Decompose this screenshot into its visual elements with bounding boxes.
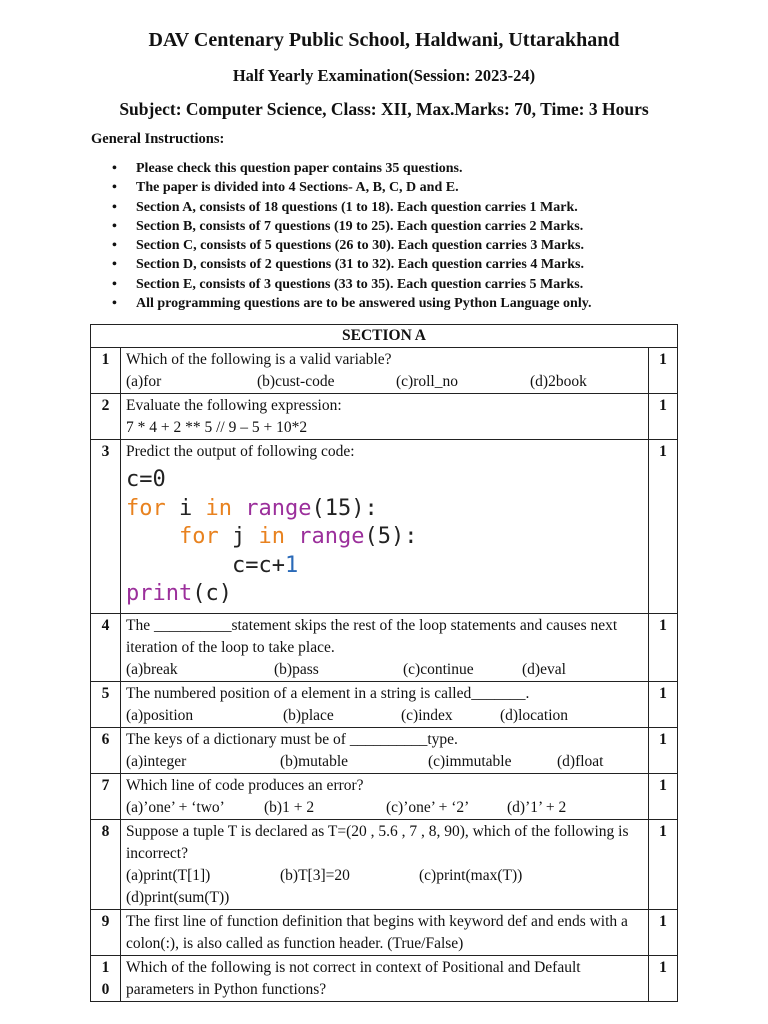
section-title: SECTION A (91, 325, 678, 348)
instructions-list (112, 159, 592, 313)
options-row (126, 705, 643, 727)
options-row (126, 659, 643, 681)
marks: 1 (649, 727, 678, 773)
option-b: (b)mutable (280, 752, 349, 770)
bullet-icon: • (112, 257, 117, 273)
question-number: 8 (91, 819, 121, 909)
question-number: 1 (91, 348, 121, 394)
question-text: The numbered position of a element in a string is called_______. (126, 684, 530, 702)
option-b: (b)cust-code (257, 373, 335, 390)
question-number: 6 (91, 727, 121, 773)
question-text: Which line of code produces an error? (126, 776, 364, 794)
bullet-icon: • (112, 238, 117, 254)
question-text: The __________statement skips the rest of the loop statements and causes next iteration of the loop to take place. (126, 616, 618, 656)
instruction-item: • Section E, consists of 3 questions (33 to 35). Each question carries 5 Marks. (136, 275, 591, 294)
option-c: (c)continue (403, 660, 474, 678)
question-row (91, 440, 678, 614)
code-block (126, 466, 643, 609)
marks: 1 (649, 819, 678, 909)
option-a: (a)’one’ + ‘two’ (126, 798, 225, 816)
question-row (91, 394, 678, 440)
question-text: The keys of a dictionary must be of __________type. (126, 730, 458, 748)
option-b: (b)1 + 2 (264, 798, 315, 816)
option-a: (a)print(T[1]) (126, 866, 211, 884)
options-row (126, 371, 643, 393)
question-cell (121, 681, 649, 727)
question-row (91, 909, 678, 955)
option-a: (a)break (126, 660, 178, 678)
question-number: 7 (91, 773, 121, 819)
marks: 1 (649, 773, 678, 819)
question-cell (121, 727, 649, 773)
question-row (91, 727, 678, 773)
options-row (126, 797, 643, 819)
marks: 1 (649, 955, 678, 1001)
question-number: 3 (91, 440, 121, 614)
question-number: 2 (91, 394, 121, 440)
bullet-icon: • (112, 276, 117, 292)
question-row (91, 819, 678, 909)
code-line: for j in range(5): (178, 524, 418, 549)
options-row (126, 751, 643, 773)
section-row (91, 325, 678, 348)
question-text: Evaluate the following expression: (126, 397, 342, 414)
expression: 7 * 4 + 2 ** 5 // 9 – 5 + 10*2 (126, 419, 308, 436)
code-line: c=0 (126, 467, 166, 492)
code-line: for i in range(15): (126, 495, 378, 521)
option-d: (d)print(sum(T)) (126, 888, 230, 906)
option-b: (b)pass (274, 660, 319, 678)
bullet-icon: • (112, 296, 117, 312)
marks: 1 (649, 681, 678, 727)
instructions-title: General Instructions: (91, 131, 225, 147)
option-a: (a)for (126, 373, 162, 390)
option-d: (d)’1’ + 2 (507, 798, 567, 816)
instruction-item: • Please check this question paper contains 35 questions. (136, 159, 591, 178)
option-d: (d)2book (530, 373, 587, 390)
school-name: DAV Centenary Public School, Haldwani, Uttarakhand (148, 29, 620, 51)
options-row (126, 865, 643, 887)
bullet-icon: • (112, 161, 117, 176)
question-text: Suppose a tuple T is declared as T=(20 , 5.6 , 7 , 8, 90), which of the following is incorrect? (126, 822, 629, 862)
marks: 1 (649, 440, 678, 614)
bullet-icon: • (112, 180, 117, 196)
exam-title: Half Yearly Examination(Session: 2023-24) (232, 66, 536, 85)
instruction-item: • Section C, consists of 5 questions (26 to 30). Each question carries 3 Marks. (136, 236, 591, 255)
question-number: 9 (91, 909, 121, 955)
option-b: (b)T[3]=20 (280, 866, 350, 884)
option-a: (a)integer (126, 752, 187, 770)
question-cell (121, 440, 649, 614)
option-a: (a)position (126, 706, 194, 724)
option-c: (c)print(max(T)) (419, 866, 523, 884)
option-d: (d)location (500, 706, 569, 724)
marks: 1 (649, 613, 678, 681)
code-line: c=c+1 (231, 552, 299, 578)
question-text: The first line of function definition that begins with keyword def and ends with a colon(:), is also called as function header. (True/False) (126, 912, 628, 952)
option-d: (d)eval (522, 660, 566, 678)
marks: 1 (649, 394, 678, 440)
question-cell (121, 394, 649, 440)
option-c: (c)immutable (428, 752, 512, 770)
question-cell (121, 819, 649, 909)
instruction-item: • All programming questions are to be answered using Python Language only. (136, 294, 591, 313)
option-c: (c)roll_no (396, 373, 458, 390)
instruction-item: • Section B, consists of 7 questions (19 to 25). Each question carries 2 Marks. (136, 217, 591, 236)
instruction-item: • Section D, consists of 2 questions (31 to 32). Each question carries 4 Marks. (136, 255, 591, 274)
option-c: (c)’one’ + ‘2’ (386, 798, 470, 816)
question-row (91, 681, 678, 727)
question-row (91, 613, 678, 681)
question-row (91, 955, 678, 1001)
question-text: Predict the output of following code: (126, 443, 355, 460)
question-table (90, 324, 678, 1002)
question-row (91, 348, 678, 394)
bullet-icon: • (112, 199, 117, 215)
question-number: 1 0 (91, 955, 121, 1001)
marks: 1 (649, 909, 678, 955)
question-number: 4 (91, 613, 121, 681)
question-cell (121, 773, 649, 819)
subject-line: Subject: Computer Science, Class: XII, Max.Marks: 70, Time: 3 Hours (119, 99, 649, 119)
question-text: Which of the following is a valid variable? (126, 351, 392, 368)
option-d: (d)float (557, 752, 604, 770)
question-number: 5 (91, 681, 121, 727)
instruction-item: • Section A, consists of 18 questions (1 to 18). Each question carries 1 Mark. (136, 198, 591, 217)
question-text: Which of the following is not correct in context of Positional and Default parameters in Python functions? (126, 958, 581, 998)
bullet-icon: • (112, 218, 117, 234)
marks: 1 (649, 348, 678, 394)
question-cell (121, 909, 649, 955)
option-c: (c)index (401, 706, 453, 724)
option-b: (b)place (283, 706, 334, 724)
question-row (91, 773, 678, 819)
instruction-item: • The paper is divided into 4 Sections- A, B, C, D and E. (136, 178, 591, 197)
question-cell (121, 613, 649, 681)
code-line: print(c) (126, 581, 232, 606)
question-cell (121, 955, 649, 1001)
question-cell (121, 348, 649, 394)
